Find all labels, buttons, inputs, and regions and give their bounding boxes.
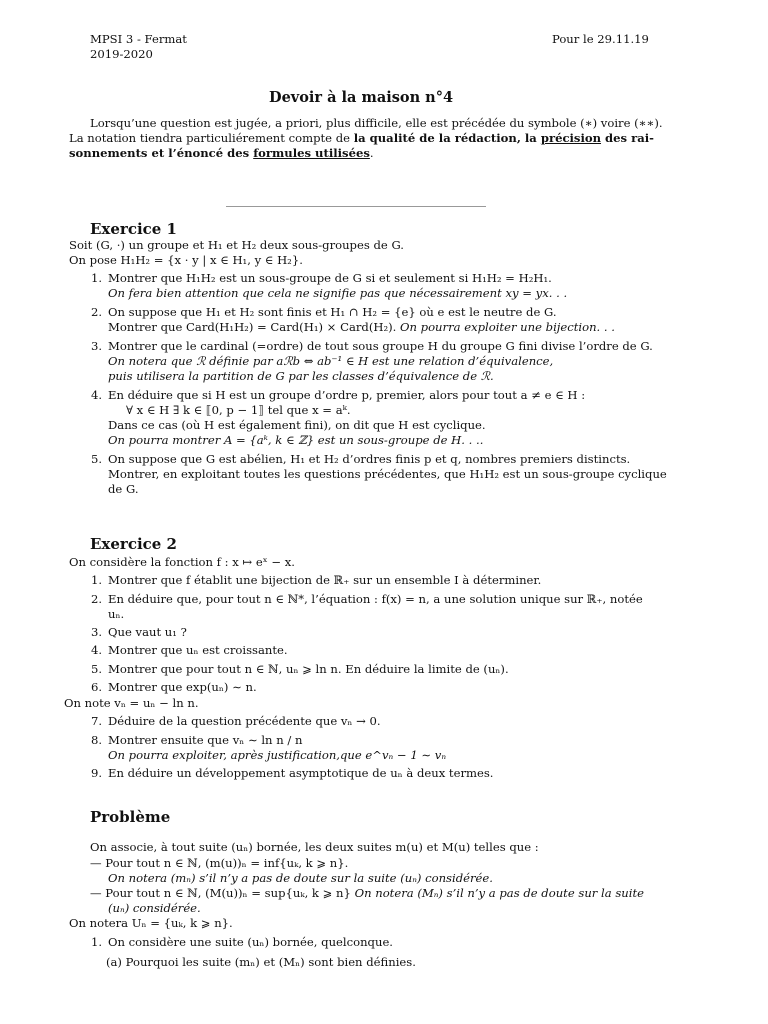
ex2-q8: 8. Montrer ensuite que vₙ ∼ ln n / n [90,733,303,747]
ex2-q2-cont: uₙ. [108,607,125,621]
ex1-q4-cont: Dans ce cas (où H est également fini), on dit que H est cyclique. [108,418,486,432]
exercise-1-title: Exercice 1 [90,220,177,238]
ex1-q3-hint-2: puis utilisera la partition de G par les classes d’équivalence de ℛ. [108,369,494,383]
intro-line-2: La notation tiendra particuliérement compte de la qualité de la rédaction, la précision des rai- [69,131,654,145]
ex2-note: On note vₙ = uₙ − ln n. [64,696,199,710]
ex1-q5: 5. On suppose que G est abélien, H₁ et H₂ d’ordres finis p et q, nombres premiers distincts. [90,452,631,466]
ex1-q1-hint: On fera bien attention que cela ne signifie pas que nécessairement xy = yx. . . [108,286,568,300]
class-name: MPSI 3 - Fermat [90,32,187,46]
ex1-intro-2: On pose H₁H₂ = {x · y | x ∈ H₁, y ∈ H₂}. [69,253,303,267]
problem-def-2-note: (uₙ) considérée. [108,901,201,915]
page-title: Devoir à la maison n°4 [269,89,454,106]
ex1-q5-cont-2: de G. [108,482,139,496]
separator-rule [226,206,486,207]
problem-def-1-note: On notera (mₙ) s’il n’y a pas de doute sur la suite (uₙ) considérée. [108,871,493,885]
ex1-q4-hint: On pourra montrer A = {aᵏ, k ∈ ℤ} est un sous-groupe de H. . .. [108,433,484,447]
ex2-q7: 7. Déduire de la question précédente que vₙ → 0. [90,714,381,728]
ex2-q3: 3. Que vaut u₁ ? [90,625,187,639]
problem-def-1: — Pour tout n ∈ ℕ, (m(u))ₙ = inf{uₖ, k ⩾ n}. [90,856,349,870]
ex2-q8-hint: On pourra exploiter, après justification,que e^vₙ − 1 ∼ vₙ [108,748,447,762]
intro-line-3: sonnements et l’énoncé des formules utilisées. [69,146,374,160]
ex1-q4: 4. En déduire que si H est un groupe d’ordre p, premier, alors pour tout a ≠ e ∈ H : [90,388,586,402]
problem-intro: On associe, à tout suite (uₙ) bornée, les deux suites m(u) et M(u) telles que : [90,840,539,854]
ex1-q3-hint-1: On notera que ℛ définie par aℛb ⇔ ab⁻¹ ∈ H est une relation d’équivalence, [108,354,554,368]
ex2-q5: 5. Montrer que pour tout n ∈ ℕ, uₙ ⩾ ln n. En déduire la limite de (uₙ). [90,662,509,676]
ex1-q4-formula: ∀ x ∈ H ∃ k ∈ ⟦0, p − 1⟧ tel que x = aᵏ. [126,403,351,417]
ex1-intro-1: Soit (G, ·) un groupe et H₁ et H₂ deux sous-groupes de G. [69,238,404,252]
problem-notation: On notera Uₙ = {uₖ, k ⩾ n}. [69,916,233,930]
due-date: Pour le 29.11.19 [552,32,649,46]
intro-line-1: Lorsqu’une question est jugée, a priori, plus difficile, elle est précédée du symbole (∗) voire (∗∗). [90,116,663,130]
ex2-q6: 6. Montrer que exp(uₙ) ∼ n. [90,680,257,694]
ex1-q5-cont-1: Montrer, en exploitant toutes les questions précédentes, que H₁H₂ est un sous-groupe cyclique [108,467,667,481]
ex1-q2-cont: Montrer que Card(H₁H₂) = Card(H₁) × Card(H₂). On pourra exploiter une bijection. . . [108,320,615,334]
ex2-q2: 2. En déduire que, pour tout n ∈ ℕ*, l’équation : f(x) = n, a une solution unique sur ℝ₊, notée [90,592,643,606]
ex2-q9: 9. En déduire un développement asymptotique de uₙ à deux termes. [90,766,494,780]
ex2-q1: 1. Montrer que f établit une bijection de ℝ₊ sur un ensemble I à déterminer. [90,573,542,587]
school-year: 2019-2020 [90,47,153,61]
problem-q1: 1. On considère une suite (uₙ) bornée, quelconque. [90,935,393,949]
ex2-q4: 4. Montrer que uₙ est croissante. [90,643,288,657]
exercise-2-title: Exercice 2 [90,535,177,553]
ex1-q2: 2. On suppose que H₁ et H₂ sont finis et H₁ ∩ H₂ = {e} où e est le neutre de G. [90,305,557,319]
ex2-intro: On considère la fonction f : x ↦ eˣ − x. [69,555,295,569]
problem-q1a: (a) Pourquoi les suite (mₙ) et (Mₙ) sont bien définies. [106,955,416,969]
ex1-q1: 1. Montrer que H₁H₂ est un sous-groupe de G si et seulement si H₁H₂ = H₂H₁. [90,271,552,285]
ex1-q3: 3. Montrer que le cardinal (=ordre) de tout sous groupe H du groupe G fini divise l’ordre de G. [90,339,653,353]
problem-title: Problème [90,808,171,826]
problem-def-2: — Pour tout n ∈ ℕ, (M(u))ₙ = sup{uₖ, k ⩾ n} On notera (Mₙ) s’il n’y a pas de doute sur la suite [90,886,644,900]
